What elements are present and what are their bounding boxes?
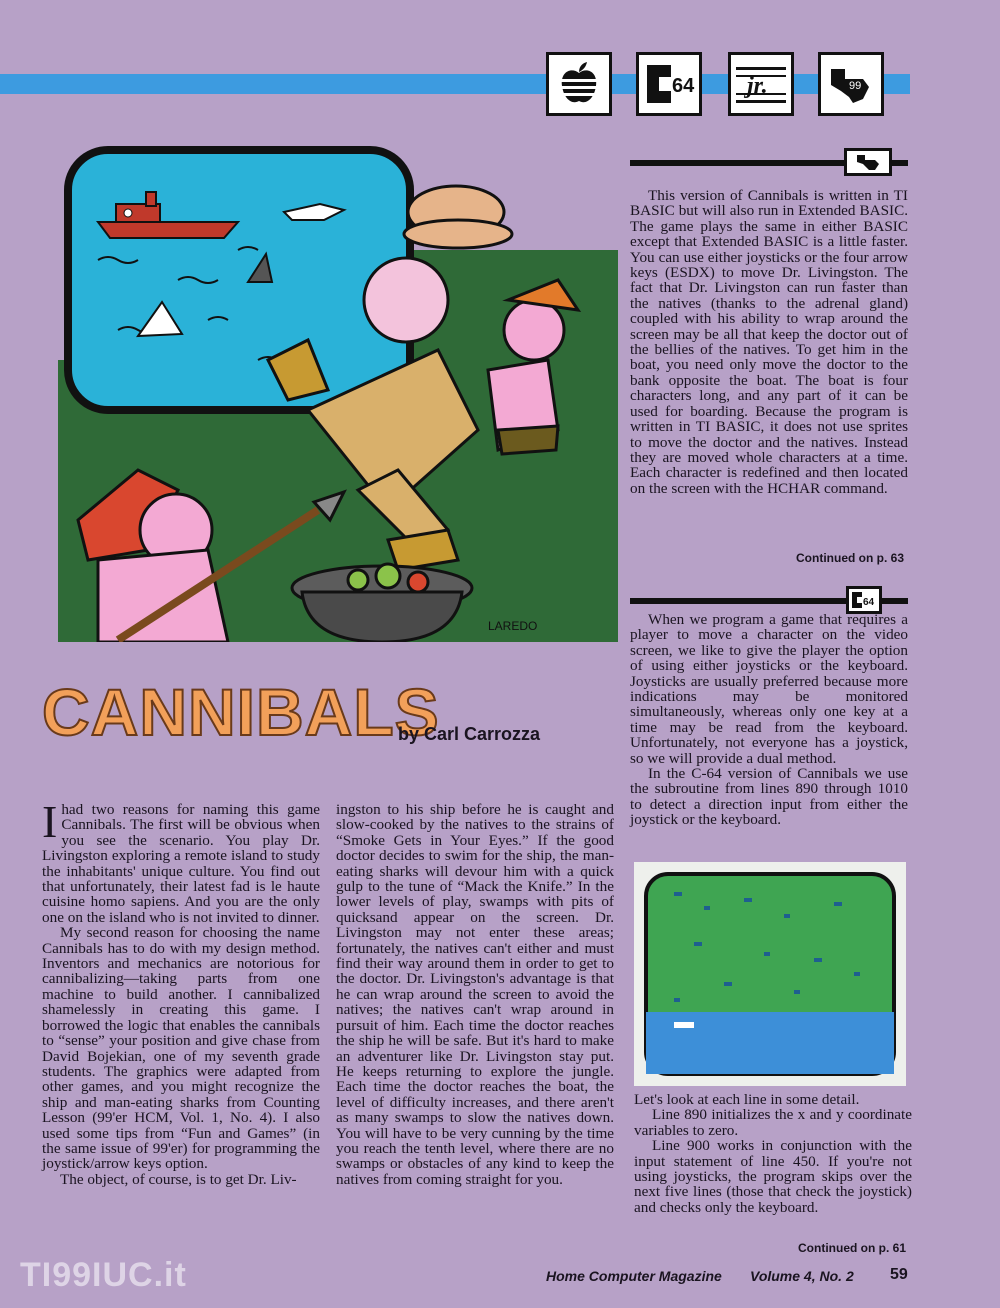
svg-text:jr.: jr. [747,73,768,99]
paragraph: had two reasons for naming this game Cannibals. The first will be obvious when you see the scenario. You play Dr. Livingston exploring a remote island to study the inhabitants' unique culture. You find out that unfortunately, their latest fad is le haute cuisine homo sapiens. And you are the only one on the island who is not invited to dinner. [42,801,320,926]
footer-volume: Volume 4, No. 2 [750,1268,854,1284]
svg-text:64: 64 [863,597,875,608]
ti99-icon [844,148,892,176]
page-number: 59 [890,1266,908,1283]
article-title: CANNIBALS [42,675,440,749]
paragraph: The object, of course, is to get Dr. Liv- [60,1170,297,1188]
paragraph: My second reason for choosing the name Cannibals has to do with my design method. Inventors and mechanics are notorious for cannibalizing—taking parts from one machine to build another. I cannibalized shamelessly in creating this game. I borrowed the logic that enables the cannibals to “sense” your position and give chase from David Bojekian, one of my seventh grade students. The graphics were adapted from other games, and you might recognize the ship and man-eating sharks from Counting Lesson (99'er HCM, Vol. 1, No. 4). I also used some tips from “Fun and Games” (in the same issue of 99'er) for programming the joystick/arrow keys option. [42,924,320,1173]
ti99-icon [818,52,884,116]
continued-note-c64: Continued on p. 61 [798,1241,906,1255]
game-screenshot [634,862,906,1086]
pcjr-icon [728,52,794,116]
paragraph: Let's look at each line in some detail. [634,1091,860,1108]
paragraph: Line 900 works in conjunction with the input statement of line 450. If you're not using joysticks, the program skips over the next five lines (those that check the joystick) and checks only the keyboard. [634,1137,912,1216]
watermark: TI99IUC.it [20,1256,187,1294]
paragraph: ingston to his ship before he is caught and slow-cooked by the natives to the strains of “Smoke Gets in Your Eyes.” If the good doctor decides to swim for the ship, the man-eating sharks will devour him with a quick gulp to the tune of “Mack the Knife.” In the lower levels of play, swamps with pits of quicksand appear on the screen. Dr. Livingston may not enter these areas; fortunately, the natives can't either and must find their way around them in order to get to the doctor. Dr. Livingston's advantage is that he can wrap around the screen to avoid the natives; the natives can't wrap around in pursuit of him. Each time the doctor reaches the ship he will be safe. But it's hard to make an adventurer like Dr. Livingston stay put. He keeps returning to explore the jungle. Each time the doctor reaches the boat, the level of difficulty increases, and there aren't as many swamps to slow the natives down. You will have to be very cunning by the time you reach the tenth level, where there are no swamps or obstacles of any kind to keep the natives from coming straight for you. [336,801,614,1188]
article-column-2 [336,802,614,1187]
dropcap: I [42,796,58,847]
c64-icon [846,586,882,614]
footer-magazine: Home Computer Magazine [546,1268,722,1284]
illustration-signature: LAREDO [488,619,538,633]
svg-text:64: 64 [672,75,695,97]
cannibals-illustration [58,130,618,642]
byline: by Carl Carrozza [398,724,541,744]
c64-section [630,612,908,828]
c64-section-continued [634,1092,912,1215]
continued-note-ti: Continued on p. 63 [796,551,904,565]
paragraph: When we program a game that requires a player to move a character on the video screen, we like to give the player the option of using either joysticks or the keyboard. Joysticks are usually preferred because more indications may be monitored simultaneously, whereas only one key at a time may be read from the keyboard. Unfortunately, not everyone has a joystick, so we will provide a dual method. [630,611,908,767]
svg-text:99: 99 [849,80,862,92]
c64-icon [636,52,702,116]
paragraph: Line 890 initializes the x and y coordinate variables to zero. [634,1106,912,1139]
article-column-1 [42,796,320,1188]
paragraph: This version of Cannibals is written in TI BASIC but will also run in Extended BASIC. The game plays the same in either BASIC except that Extended BASIC is a little faster. You can use either joysticks or the four arrow keys (ESDX) to move Dr. Livingston. The fact that Dr. Livingston can run faster than the natives (thanks to the adrenal gland) coupled with his ability to wrap around the screen may be all that keep the doctor out of the bellies of the natives. To get him in the boat, you need only move the doctor to the bank opposite the boat. The boat is four characters long, and any part of it can be used for boarding. Because the program is written in TI BASIC, it does not use sprites to move the doctor and the natives. Instead they are moved whole characters at a time. Each character is redefined and then located on the screen with the HCHAR command. [630,187,908,497]
ti-section [630,188,908,496]
apple-icon [546,52,612,116]
paragraph: In the C-64 version of Cannibals we use the subroutine from lines 890 through 1010 to detect a direction input from either the joystick or the keyboard. [630,765,908,829]
